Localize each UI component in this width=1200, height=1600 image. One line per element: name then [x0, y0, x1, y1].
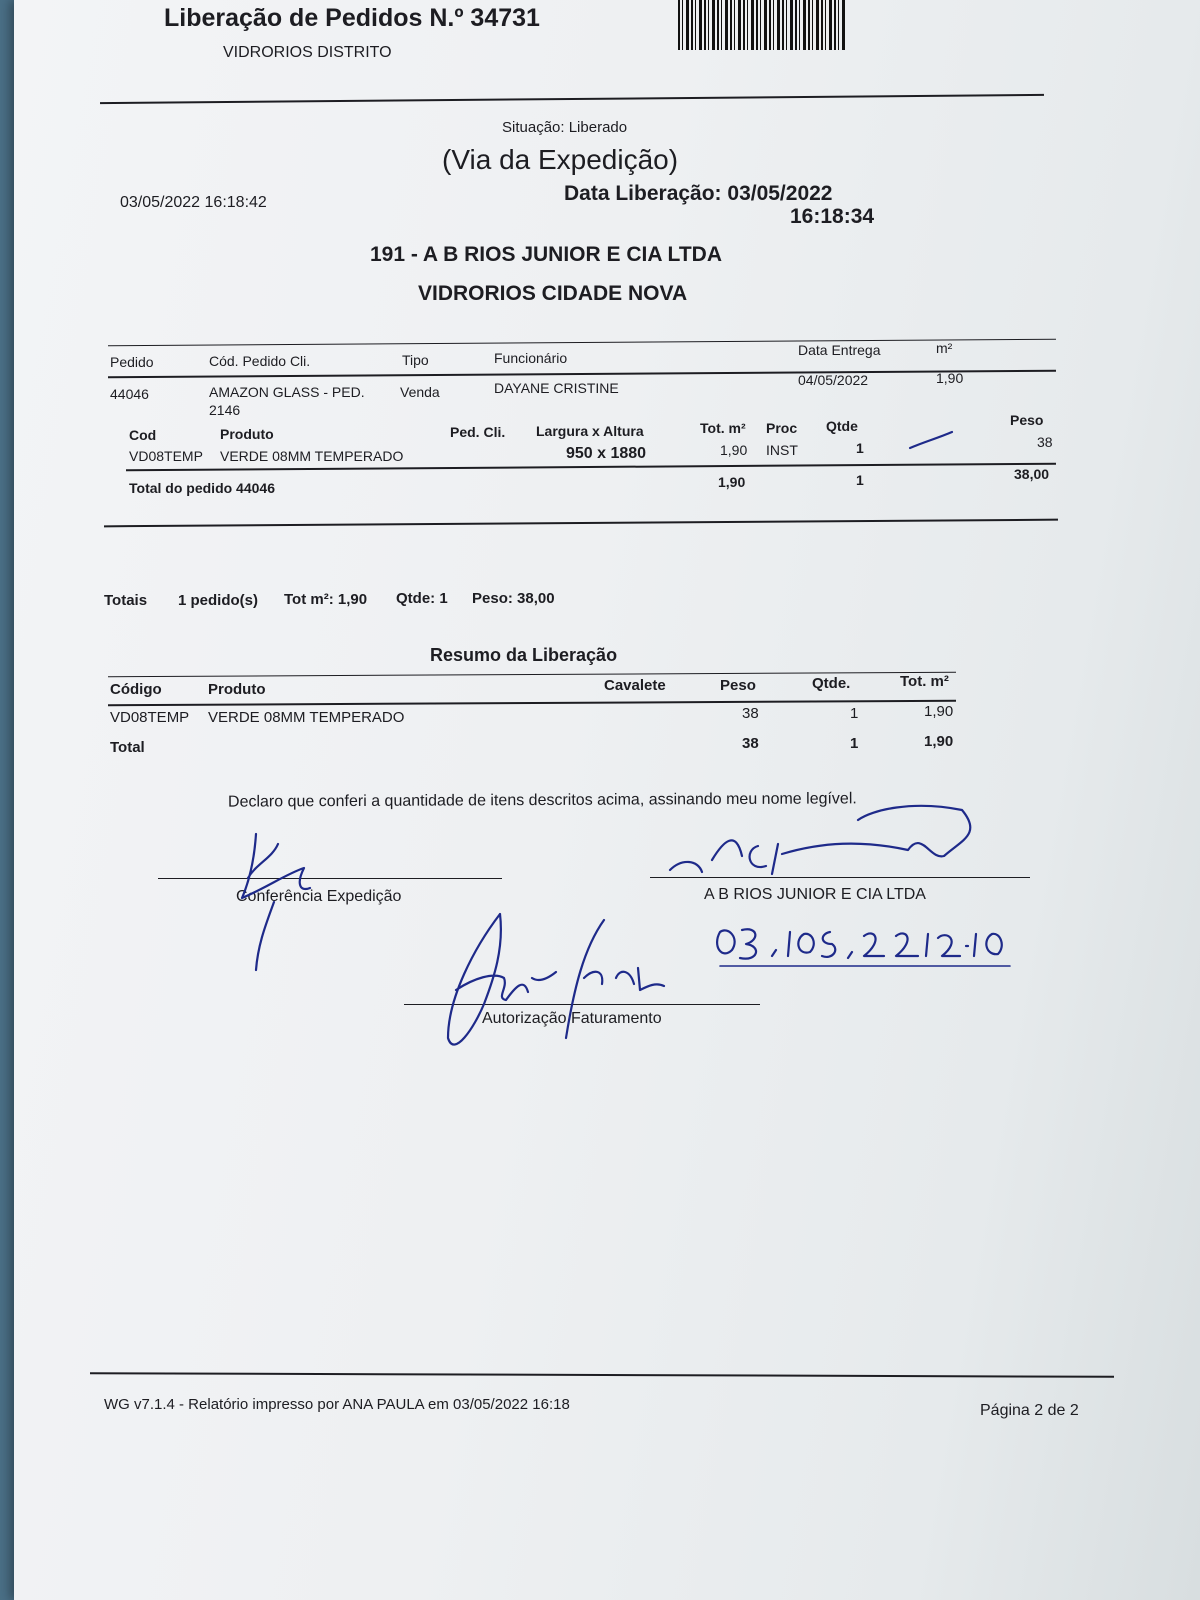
order-total-label: Total do pedido 44046 [129, 480, 275, 496]
item-code: VD08TEMP [129, 448, 203, 464]
col-m2: m² [936, 340, 953, 356]
client-store: VIDRORIOS CIDADE NOVA [418, 282, 688, 305]
footer-rule [90, 1372, 1114, 1378]
client-name: 191 - A B RIOS JUNIOR E CIA LTDA [370, 243, 722, 266]
col-cod-pedido-cli: Cód. Pedido Cli. [209, 353, 311, 369]
item-col-dimensions: Largura x Altura [536, 423, 644, 439]
employee-name: DAYANE CRISTINE [494, 380, 619, 396]
release-date: Data Liberação: 03/05/2022 [564, 182, 833, 205]
signature-conferencia [226, 814, 316, 974]
item-qtde: 1 [856, 440, 864, 456]
check-mark [904, 430, 964, 454]
client-order-code: AMAZON GLASS - PED. [209, 384, 365, 400]
item-col-produto: Produto [220, 426, 274, 442]
summary-col-qtde: Qtde. [812, 675, 851, 692]
signature-label-company: A B RIOS JUNIOR E CIA LTDA [704, 886, 926, 903]
order-table-top-rule [108, 339, 1056, 347]
header-divider [100, 94, 1044, 104]
status-label: Situação: Liberado [502, 119, 628, 136]
item-total-rule [126, 463, 1056, 471]
declaration-text: Declaro que conferi a quantidade de itens descritos acima, assinando meu nome legível. [227, 790, 857, 811]
release-time: 16:18:34 [790, 205, 875, 228]
handwritten-date [714, 920, 1014, 972]
signature-company [662, 800, 1002, 890]
client-order-code-cont: 2146 [209, 402, 241, 418]
order-number: 44046 [110, 386, 149, 402]
summary-tot-m2: 1,90 [924, 703, 954, 720]
col-pedido: Pedido [110, 354, 154, 370]
item-col-peso: Peso [1010, 412, 1044, 428]
summary-col-produto: Produto [208, 681, 266, 698]
item-col-cod: Cod [129, 427, 157, 443]
footer-printed-by: WG v7.1.4 - Relatório impresso por ANA PAULA em 03/05/2022 16:18 [104, 1396, 570, 1413]
summary-header-rule [108, 700, 956, 706]
company-name: VIDRORIOS DISTRITO [223, 44, 392, 61]
summary-total-tot-m2: 1,90 [924, 733, 954, 750]
summary-total-peso: 38 [742, 735, 759, 752]
totals-qtde: Qtde: 1 [396, 590, 448, 607]
delivery-date: 04/05/2022 [798, 372, 869, 388]
item-col-proc: Proc [766, 420, 798, 436]
footer-page-number: Página 2 de 2 [980, 1402, 1079, 1419]
document-title: Liberação de Pedidos N.º 34731 [164, 4, 540, 32]
totals-label: Totais [104, 592, 148, 609]
signature-autorizacao [434, 908, 674, 1058]
signature-line-conferencia [158, 878, 502, 879]
summary-total-qtde: 1 [850, 735, 859, 752]
summary-code: VD08TEMP [110, 709, 190, 726]
item-tot-m2: 1,90 [720, 442, 748, 458]
summary-title: Resumo da Liberação [430, 645, 618, 665]
item-col-tot-m2: Tot. m² [700, 420, 746, 436]
order-m2: 1,90 [936, 370, 964, 386]
print-datetime: 03/05/2022 16:18:42 [120, 194, 267, 211]
item-col-qtde: Qtde [826, 418, 858, 434]
order-total-m2: 1,90 [718, 474, 746, 490]
order-type: Venda [400, 384, 440, 400]
order-table-bottom-rule [104, 519, 1058, 528]
totals-peso: Peso: 38,00 [472, 590, 555, 607]
item-col-ped-cli: Ped. Cli. [450, 424, 506, 440]
summary-qtde: 1 [850, 705, 859, 722]
summary-col-cavalete: Cavalete [604, 677, 666, 694]
order-total-peso: 38,00 [1014, 466, 1050, 482]
signature-label-autorizacao: Autorização Faturamento [482, 1010, 662, 1027]
order-header-rule [108, 370, 1056, 379]
totals-orders: 1 pedido(s) [178, 592, 259, 609]
col-funcionario: Funcionário [494, 350, 568, 366]
item-dimensions: 950 x 1880 [566, 445, 647, 462]
barcode [678, 0, 846, 50]
totals-m2: Tot m²: 1,90 [284, 591, 368, 608]
copy-label: (Via da Expedição) [442, 144, 679, 175]
summary-total-label: Total [110, 739, 145, 756]
summary-product: VERDE 08MM TEMPERADO [208, 709, 405, 726]
summary-peso: 38 [742, 705, 759, 722]
item-proc: INST [766, 442, 798, 458]
summary-col-tot-m2: Tot. m² [900, 673, 949, 690]
order-total-qtde: 1 [856, 472, 864, 488]
summary-col-codigo: Código [110, 681, 162, 698]
document-page [14, 0, 1200, 1600]
item-peso: 38 [1037, 434, 1053, 450]
summary-col-peso: Peso [720, 677, 756, 694]
col-data-entrega: Data Entrega [798, 342, 881, 358]
col-tipo: Tipo [402, 352, 429, 368]
signature-label-conferencia: Conferência Expedição [236, 888, 402, 905]
item-product: VERDE 08MM TEMPERADO [220, 448, 404, 464]
